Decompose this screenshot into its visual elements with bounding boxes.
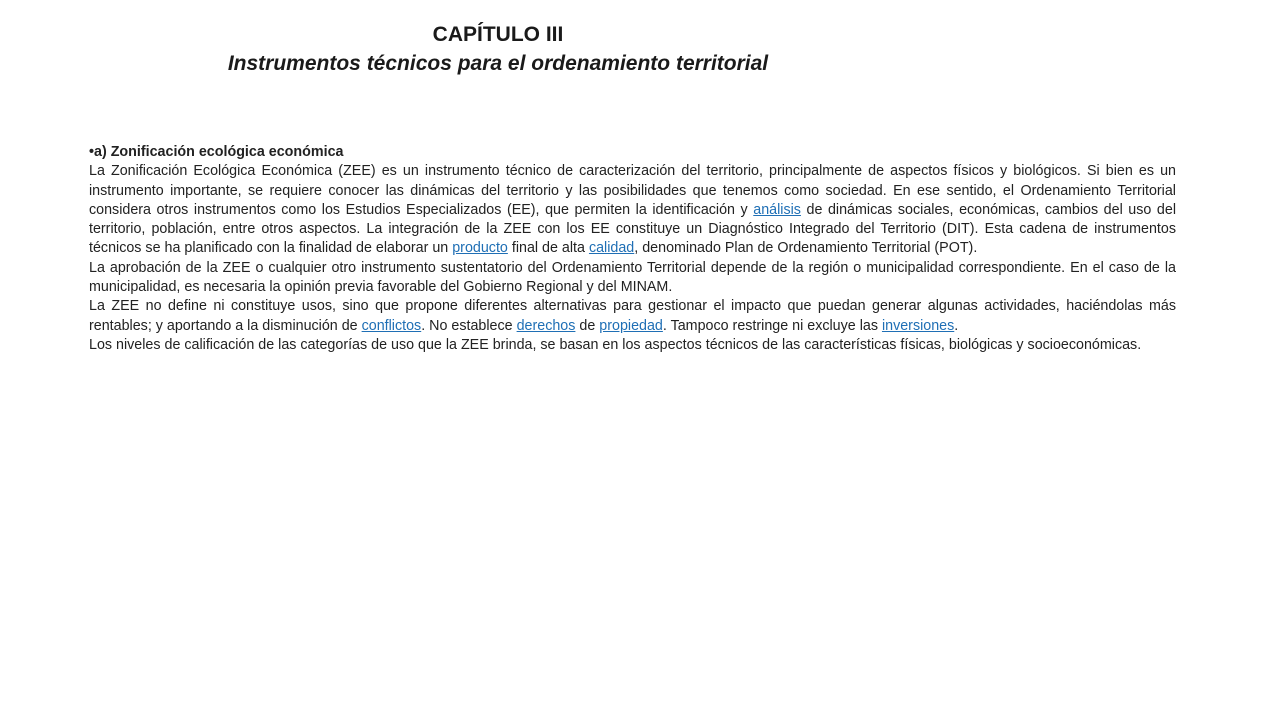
link-propiedad[interactable]: propiedad	[599, 317, 663, 334]
link-analisis[interactable]: análisis	[753, 201, 801, 218]
paragraph-3-text-4: . Tampoco restringe ni excluye las	[662, 317, 882, 334]
link-calidad[interactable]: calidad	[588, 240, 635, 257]
chapter-title: CAPÍTULO III	[432, 23, 564, 46]
paragraph-3-text-1: La ZEE no define ni constituye usos, sino que propone diferentes alternativas para gestionar el impacto que puedan generar algunas actividades, haciéndolas más rentables; y aportando a la disminución de	[89, 298, 1176, 334]
paragraph-4: Los niveles de calificación de las categorías de uso que la ZEE brinda, se basan en los aspectos técnicos de las características físicas, biológicas y socioeconómicas.	[89, 336, 1142, 353]
paragraph-1-text-3: final de alta	[507, 240, 589, 257]
paragraph-1-text-4: , denominado Plan de Ordenamiento Territorial (POT).	[634, 240, 978, 257]
paragraph-3-text-2: . No establece	[421, 317, 517, 334]
paragraph-3	[89, 297, 1176, 336]
link-producto[interactable]: producto	[452, 240, 508, 257]
paragraph-1-text-2: de dinámicas sociales, económicas, cambios del uso del territorio, población, entre otros aspectos. La integración de la ZEE con los EE constituye un Diagnóstico Integrado del Territorio (DIT). Esta cadena de instrumentos técnicos se ha planificado con la finalidad de elaborar un	[89, 201, 1176, 257]
paragraph-3-text-5: .	[954, 317, 959, 334]
paragraph-1-text-1: La Zonificación Ecológica Económica (ZEE) es un instrumento técnico de caracterización del territorio, principalmente de aspectos físicos y biológicos. Si bien es un instrumento importante, se requiere conocer las dinámicas del territorio y las posibilidades que tenemos como sociedad. En ese sentido, el Ordenamiento Territorial considera otros instrumentos como los Estudios Especializados (EE), que permiten la identificación y	[89, 163, 1176, 218]
paragraph-3-text-3: de	[575, 317, 600, 334]
link-conflictos[interactable]: conflictos	[361, 317, 422, 334]
section-heading: •a) Zonificación ecológica económica	[89, 144, 344, 160]
paragraph-1	[89, 162, 1176, 258]
link-inversiones[interactable]: inversiones	[881, 317, 955, 334]
chapter-subtitle: Instrumentos técnicos para el ordenamiento territorial	[227, 52, 769, 75]
link-derechos[interactable]: derechos	[516, 317, 576, 334]
paragraph-2: La aprobación de la ZEE o cualquier otro instrumento sustentatorio del Ordenamiento Territorial depende de la región o municipalidad correspondiente. En el caso de la municipalidad, es necesaria la opinión previa favorable del Gobierno Regional y del MINAM.	[89, 259, 1176, 296]
content-body	[89, 143, 1176, 355]
